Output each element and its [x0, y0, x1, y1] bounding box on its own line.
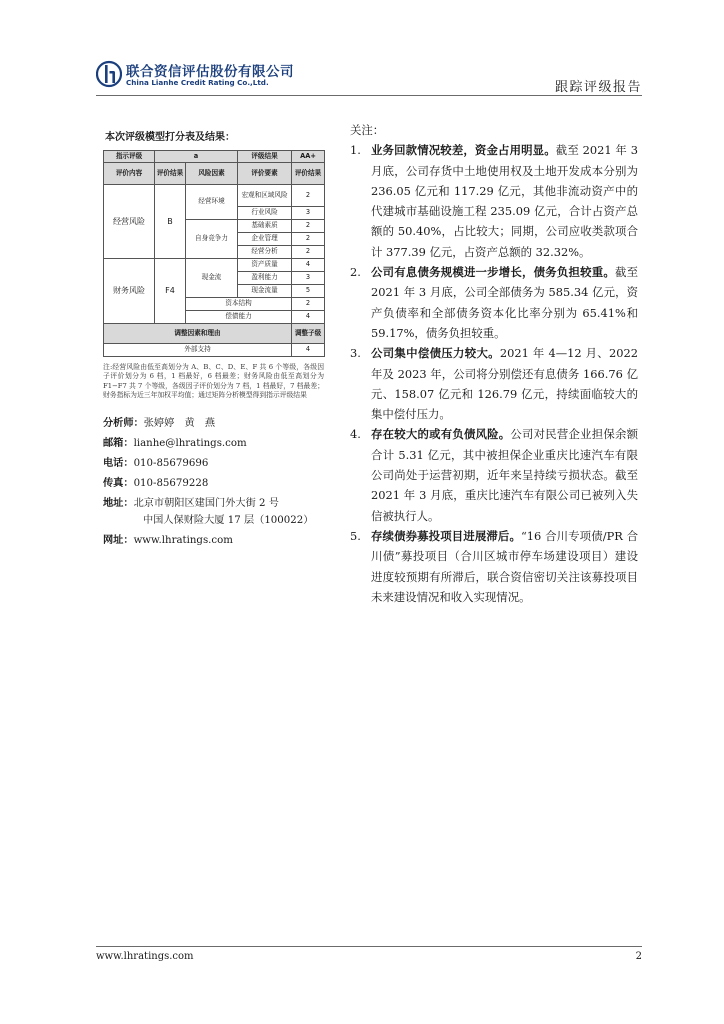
- lianhe-logo-icon: [96, 59, 122, 89]
- table-cell: 基础素质: [238, 220, 292, 233]
- concern-body: 公司对民营企业担保余额合计 5.31 亿元，其中被担保企业重庆比速汽车有限公司尚处于运营初期，近年来呈持续亏损状态。截至 2021 年 3 月底，重庆比速汽车有限公司已被列入失信被执行人。: [371, 427, 638, 523]
- table-cell: 行业风险: [238, 207, 292, 220]
- scorecard-title: 本次评级模型打分表及结果：: [105, 132, 235, 143]
- report-type: 跟踪评级报告: [554, 80, 642, 95]
- concern-number: 1.: [350, 143, 361, 158]
- phone-value: 010-85679696: [133, 457, 209, 469]
- table-cell: 风险因素: [186, 163, 238, 185]
- analyst-value: 张婷婷 黄 燕: [143, 417, 216, 429]
- table-cell: 2: [292, 185, 325, 207]
- concern-heading: 存在较大的或有负债风险。: [371, 427, 511, 442]
- table-cell: 调整因素和理由: [104, 324, 292, 344]
- table-cell: 指示评级: [104, 151, 155, 163]
- table-cell: 4: [292, 344, 325, 357]
- concerns-column: [350, 120, 638, 607]
- phone-row: [103, 459, 333, 469]
- table-cell: 资产质量: [238, 259, 292, 272]
- table-cell: AA+: [292, 151, 325, 163]
- footer-divider: [96, 946, 642, 947]
- table-cell: 5: [292, 285, 325, 298]
- contact-block: [103, 419, 333, 546]
- concern-heading: 业务回款情况较差，资金占用明显。: [371, 143, 556, 158]
- website-link[interactable]: www.lhratings.com: [133, 534, 233, 546]
- concern-number: 3.: [350, 346, 361, 361]
- concern-item: [350, 140, 638, 262]
- concern-body: 2021 年 4—12 月、2022 年及 2023 年，公司将分别偿还有息债务 166.76 亿元、158.07 亿元和 126.79 亿元，持续面临较大的集中偿付压力。: [371, 346, 638, 422]
- address-row: [103, 499, 333, 509]
- rating-scorecard-table: [103, 150, 325, 357]
- address-label: 地址：: [103, 498, 134, 510]
- email-link[interactable]: lianhe@lhratings.com: [133, 437, 247, 449]
- table-cell: 宏观和区域风险: [238, 185, 292, 207]
- table-cell: 经营环境: [186, 185, 238, 220]
- table-cell: 评价要素: [238, 163, 292, 185]
- table-cell: 自身竞争力: [186, 220, 238, 259]
- fax-row: [103, 479, 333, 489]
- table-cell: 偿债能力: [186, 311, 292, 324]
- table-cell: 盈利能力: [238, 272, 292, 285]
- concern-body: 截至 2021 年 3 月底，公司存货中土地使用权及土地开发成本分别为 236.05 亿元和 117.29 亿元，其他非流动资产中的代建城市基础设施工程 235.09 亿元，合计占资产总额的 50.40%，占比较大；同期，公司应收类款项合计 377.39 亿元，占资产总额的 32.32%。: [371, 143, 638, 259]
- analyst-row: [103, 419, 333, 429]
- company-logo: [96, 59, 294, 91]
- concern-item: [350, 424, 638, 525]
- table-cell: 外部支持: [104, 344, 292, 357]
- footer-website[interactable]: www.lhratings.com: [96, 951, 194, 962]
- table-cell: 评级结果: [238, 151, 292, 163]
- concern-body: 截至 2021 年 3 月底，公司全部债务为 585.34 亿元，资产负债率和全部债务资本化比率分别为 65.41%和 59.17%，债务负担较重。: [371, 265, 638, 340]
- website-row: [103, 536, 333, 546]
- table-cell: 2: [292, 220, 325, 233]
- table-cell: a: [155, 151, 238, 163]
- address-line1: 北京市朝阳区建国门外大街 2 号: [133, 498, 279, 510]
- table-row: [104, 259, 325, 272]
- table-cell: 经营分析: [238, 246, 292, 259]
- table-cell: 现金流量: [238, 285, 292, 298]
- table-cell: 经营风险: [104, 185, 155, 259]
- left-column: [103, 128, 333, 556]
- concern-item: [350, 343, 638, 424]
- table-cell: 4: [292, 259, 325, 272]
- concern-number: 5.: [350, 528, 361, 543]
- table-cell: 财务风险: [104, 259, 155, 324]
- scorecard-note: 注:经营风险由低至高划分为 A、B、C、D、E、F 共 6 个等级，各级因子评价划分为 6 档，1 档最好，6 档最差；财务风险由低至高划分为 F1−F7 共 7 个等级，各级因子评价划分为 7 档，1 档最好，7 档最差；财务指标为近三年加权平均值；通过矩阵分析模型得到指示评级结果: [103, 363, 324, 400]
- table-cell: 评价结果: [292, 163, 325, 185]
- fax-label: 传真：: [103, 478, 134, 490]
- concern-heading: 公司集中偿债压力较大。: [371, 346, 500, 361]
- table-cell: 2: [292, 233, 325, 246]
- table-cell: 评价结果: [155, 163, 186, 185]
- table-cell: B: [155, 185, 186, 259]
- table-cell: 3: [292, 272, 325, 285]
- concern-heading: 公司有息债务规模进一步增长，债务负担较重。: [371, 265, 615, 280]
- table-row: [104, 151, 325, 163]
- table-cell: 2: [292, 246, 325, 259]
- table-cell: 2: [292, 298, 325, 311]
- email-label: 邮箱：: [103, 437, 134, 449]
- email-row: [103, 439, 333, 449]
- header-divider: [96, 95, 642, 96]
- company-name-en: China Lianhe Credit Rating Co.,Ltd.: [126, 78, 269, 87]
- concerns-title: 关注：: [350, 123, 385, 137]
- table-cell: 现金流: [186, 259, 238, 298]
- fax-value: 010-85679228: [133, 478, 209, 490]
- table-cell: F4: [155, 259, 186, 324]
- table-cell: 调整子级: [292, 324, 325, 344]
- page-number: 2: [635, 951, 642, 962]
- company-name-cn: 联合资信评估股份有限公司: [126, 64, 294, 80]
- table-cell: 资本结构: [186, 298, 292, 311]
- concern-body: “16 合川专项债/PR 合川债”募投项目（合川区城市停车场建设项目）建设进度较预期有所滞后，联合资信密切关注该募投项目未来建设情况和收入实现情况。: [371, 528, 638, 604]
- table-cell: 3: [292, 207, 325, 220]
- concern-number: 4.: [350, 427, 361, 442]
- table-cell: 企业管理: [238, 233, 292, 246]
- concern-number: 2.: [350, 265, 361, 280]
- concern-item: [350, 526, 638, 607]
- table-row: [104, 163, 325, 185]
- table-cell: 评价内容: [104, 163, 155, 185]
- website-label: 网址：: [103, 534, 134, 546]
- concern-heading: 存续债券募投项目进展滞后。: [371, 528, 521, 543]
- table-row: [104, 185, 325, 207]
- phone-label: 电话：: [103, 457, 134, 469]
- table-row: [104, 344, 325, 357]
- address-line2: 中国人保财险大厦 17 层（100022）: [143, 514, 314, 526]
- table-cell: 4: [292, 311, 325, 324]
- table-row: [104, 324, 325, 344]
- concern-item: [350, 262, 638, 343]
- analyst-label: 分析师：: [103, 417, 144, 429]
